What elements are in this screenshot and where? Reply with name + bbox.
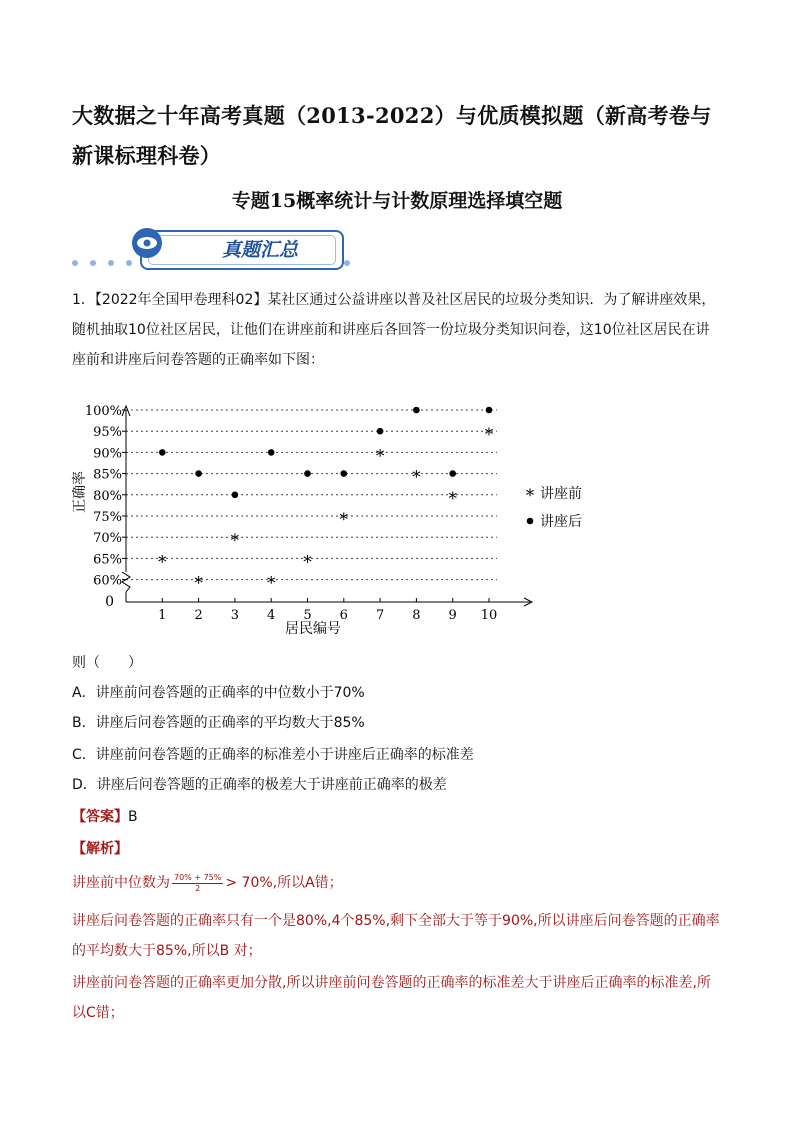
eye-icon	[132, 228, 162, 258]
point-after	[304, 470, 311, 477]
analysis-line-1: 讲座前中位数为 $\frac{70\% + 75\%}{2}$ > 70%,所以A错；	[72, 872, 343, 893]
analysis-para-3: 讲座前问卷答题的正确率更加分散,所以讲座前问卷答题的正确率的标准差大于讲座后正确率的标准差,所以C错；	[72, 975, 711, 1021]
answer-tag: 【答案】	[72, 809, 128, 825]
section-badge	[72, 228, 362, 272]
point-before: *	[375, 446, 385, 467]
point-before: *	[266, 573, 276, 594]
legend-symbol-before: *	[525, 486, 535, 506]
point-after	[449, 470, 456, 477]
point-before: *	[448, 488, 457, 509]
badge-label: 真题汇总	[221, 239, 298, 261]
x-tick-label: 10	[480, 608, 498, 623]
point-after	[341, 470, 348, 477]
question-source: 【2022年全国甲卷理科02】	[94, 292, 268, 308]
x-tick-label: 7	[375, 608, 385, 623]
point-before: *	[303, 552, 312, 573]
answer-value: B	[128, 809, 138, 825]
x-tick-label: 9	[448, 608, 457, 623]
axis-break-mark	[122, 572, 130, 592]
x-tick-label: 4	[267, 608, 276, 623]
point-before: *	[230, 531, 240, 552]
x-tick-label: 5	[303, 608, 312, 623]
point-after	[413, 407, 420, 414]
point-before: *	[339, 510, 349, 530]
y-tick-label: 70%	[93, 531, 122, 547]
section-subtitle: 专题15概率统计与计数原理选择填空题	[231, 190, 563, 212]
y-tick-label: 60%	[93, 573, 122, 589]
question-number: 1．	[72, 292, 95, 308]
point-after	[159, 449, 166, 456]
y-zero-label: 0	[105, 594, 114, 610]
y-tick-label: 75%	[93, 510, 122, 525]
point-after	[232, 492, 239, 499]
point-after	[268, 449, 275, 456]
question-text: 某社区通过公益讲座以普及社区居民的垃圾分类知识．为了解讲座效果，随机抽取10位社区居民，让他们在讲座前和讲座后各回答一份垃圾分类知识问卷，这10位社区居民在讲座前和讲座后问卷答题的正确率如下图：	[72, 292, 716, 368]
point-before: *	[484, 425, 494, 446]
y-axis-label: 正确率	[72, 471, 88, 513]
point-before: *	[194, 573, 203, 594]
y-tick-label: 85%	[93, 467, 122, 483]
y-tick-label: 95%	[93, 425, 122, 441]
option-d: D．讲座后问卷答题的正确率的极差大于讲座前正确率的极差	[72, 777, 447, 793]
median-fraction: $\frac{70\% + 75\%}{2}$	[174, 872, 222, 893]
analysis-para-2: 讲座后问卷答题的正确率只有一个是80%,4个85%,剩下全部大于等于90%,所以讲座后问卷答题的正确率的平均数大于85%,所以B 对；	[72, 913, 720, 959]
x-tick-label: 8	[412, 608, 421, 623]
y-tick-label: 90%	[93, 446, 122, 462]
option-c: C．讲座前问卷答题的正确率的标准差小于讲座后正确率的标准差	[72, 747, 474, 763]
point-after	[195, 470, 202, 477]
option-b: B．讲座后问卷答题的正确率的平均数大于85%	[72, 715, 365, 731]
scatter-chart	[70, 392, 630, 642]
point-after	[486, 407, 493, 414]
legend-label: 讲座后	[540, 514, 582, 530]
option-a: A．讲座前问卷答题的正确率的中位数小于70%	[72, 685, 365, 701]
question-stem	[72, 285, 722, 375]
x-tick-label: 6	[339, 608, 348, 623]
answer-line	[72, 802, 722, 832]
x-tick-label: 2	[194, 608, 203, 623]
point-after	[377, 428, 384, 435]
point-before: *	[412, 467, 421, 488]
legend-symbol-after	[527, 518, 534, 525]
point-before: *	[158, 552, 167, 573]
legend-label: 讲座前	[540, 486, 582, 502]
x-axis-label: 居民编号	[285, 621, 341, 637]
badge-frame	[140, 230, 344, 270]
y-tick-label: 65%	[93, 552, 122, 568]
y-tick-label: 80%	[93, 488, 122, 504]
analysis-tag: 【解析】	[72, 841, 128, 857]
x-tick-label: 3	[230, 608, 240, 623]
y-tick-label: 100%	[84, 404, 122, 419]
document-title: 大数据之十年高考真题（2013-2022）与优质模拟题（新高考卷与新课标理科卷）	[72, 103, 712, 168]
question-prompt: 则（ ）	[72, 655, 142, 671]
x-tick-label: 1	[158, 608, 167, 623]
